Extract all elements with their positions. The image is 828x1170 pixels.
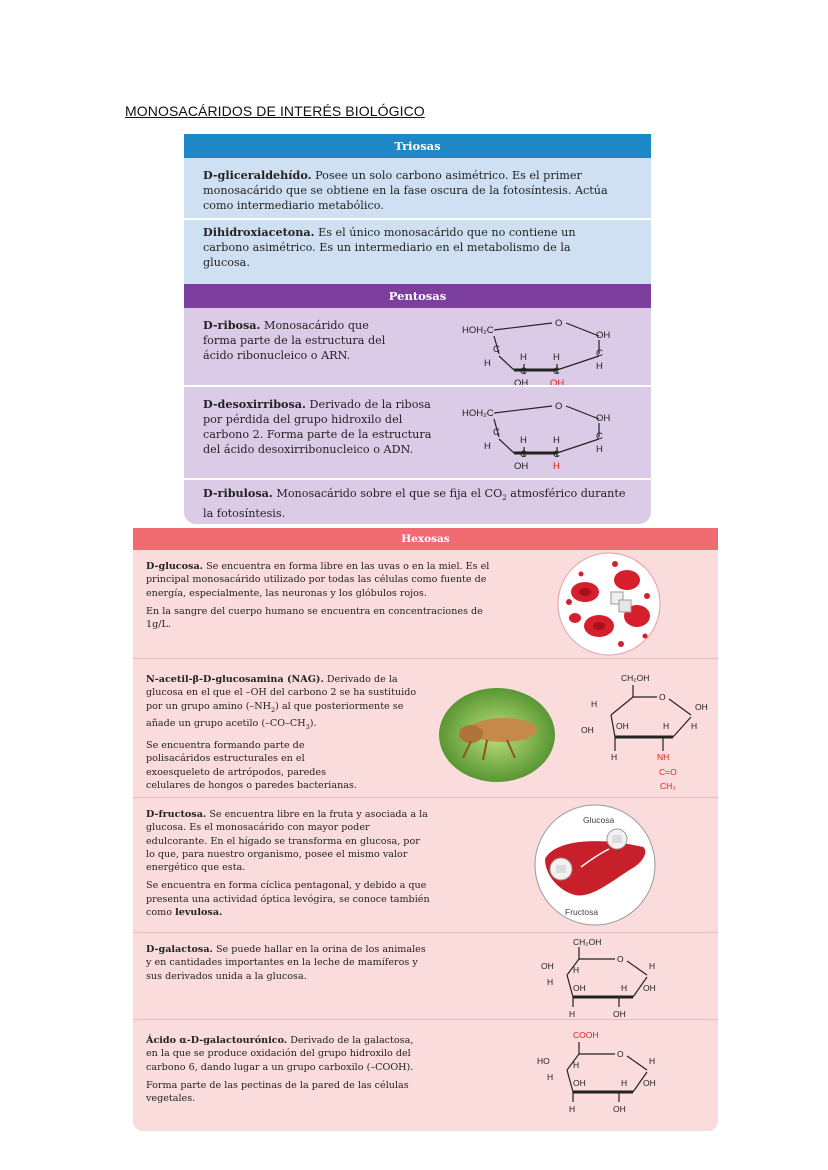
nag-sub1: 2 [271,705,276,714]
ribosa-hoh2c: HOH₂C [462,325,494,336]
nag-structure [573,667,713,792]
galacturonico-desc: Derivado de la galactosa, en la que se produce oxidación del grupo hidroxilo del carbono 6, dando lugar a un grupo carboxilo (–COOH). [146,1035,414,1073]
desoxi-h-right: H [596,444,603,455]
nag-co: C=O [659,767,677,777]
galacturonico-oh-c2: OH [613,1104,626,1114]
ribulosa-name: D-ribulosa. [203,486,273,500]
nag-nh: NH [657,752,670,762]
ribosa-h3: H [553,352,560,363]
ribulosa-desc-b: atmosférico durante la fotosíntesis. [203,487,626,521]
galactosa-name: D-galactosa. [146,944,213,955]
galacturonico-h-c2: H [621,1078,628,1088]
nag-desc-c: ). [309,717,317,729]
galactosa-oh-c1: OH [643,983,656,993]
galacturonico-cooh: COOH [573,1030,599,1040]
hexosas-header: Hexosas [133,528,718,550]
nag-oh-c3: OH [616,721,629,731]
gliceraldehido-desc: Posee un solo carbono asimétrico. Es el primer monosacárido que se obtiene en la fase oscura de la fotosíntesis. Actúa como intermediario metabólico. [203,169,608,212]
galacturonico-section [133,1019,718,1130]
fructosa-text [146,808,431,919]
nag-o: O [659,692,666,702]
ribulosa-sub: 2 [502,494,507,503]
desoxi-c2: C [520,449,527,460]
galactosa-h-c3: H [569,1009,576,1019]
triosas-header: Triosas [184,134,651,158]
ribosa-desc: Monosacárido que forma parte de la estructura del ácido ribonucleico o ARN. [203,319,386,362]
galacturonico-h-c4: H [573,1060,580,1070]
dihidroxiacetona-name: Dihidroxiacetona. [203,225,315,239]
nag-h-c4: H [591,699,598,709]
galactosa-h-c2: H [621,983,628,993]
desoxirribosa-text [203,397,438,457]
glucosa-desc: Se encuentra en forma libre en las uvas o en la miel. Es el principal monosacárido utilizado por todas las células como fuente de energía, especialmente, las neuronas y los glóbulos rojos. [146,561,490,599]
ribosa-name: D-ribosa. [203,318,261,332]
galacturonico-ho: HO [537,1056,550,1066]
dihidroxiacetona-desc: Es el único monosacárido que no contiene un carbono asimétrico. Es un intermediario en el metabolismo de la glucosa. [203,226,576,269]
desoxi-h3: H [553,435,560,446]
galacturonico-para2: Forma parte de las pectinas de la pared de las células vegetales. [146,1079,409,1105]
ribosa-h-right: H [596,361,603,372]
ribulosa-desc-a: Monosacárido sobre el que se fija el CO [272,487,503,500]
page-title: MONOSACÁRIDOS DE INTERÉS BIOLÓGICO [125,103,425,119]
nag-section [133,658,718,797]
dihidroxiacetona-section [184,218,651,284]
ribosa-c3: C [553,366,560,377]
nag-desc-b: ) al que posteriormente se añade un grupo acetilo (–CO–CH [146,700,404,729]
glucosa-para2: En la sangre del cuerpo humano se encuentra en concentraciones de 1g/L. [146,605,483,631]
galactosa-ch2oh: CH₂OH [573,937,602,947]
desoxi-oh-c3: OH [514,461,529,472]
nag-desc-a: Derivado de la glucosa en el que el –OH del carbono 2 se ha sustituido por un grupo amino (–NH [146,674,417,712]
nag-h-c3: H [611,752,618,762]
nag-sub2: 3 [305,722,310,731]
triosas-panel [184,134,651,284]
gliceraldehido-name: D-gliceraldehído. [203,168,312,182]
ribosa-o: O [555,318,563,329]
liver-illustration [531,803,659,927]
glucosa-text [146,560,491,631]
galacturonico-h-c3: H [569,1104,576,1114]
ribosa-c-right: C [596,348,603,359]
desoxirribosa-desc: Derivado de la ribosa por pérdida del grupo hidroxilo del carbono 2. Forma parte de la estructura del ácido desoxirribonucleico o ADN. [203,398,432,456]
nag-h-c2: H [663,721,670,731]
desoxi-h-c2: H [553,461,560,472]
galactosa-h-c1: H [649,961,656,971]
liver-label-glucosa: Glucosa [583,815,615,825]
fructosa-section [133,797,718,932]
nag-text [146,673,422,792]
gliceraldehido-section [184,158,651,218]
desoxirribosa-section [184,385,651,478]
galactosa-oh-c3: OH [573,983,586,993]
ribosa-section [184,308,651,389]
ribosa-text [203,318,403,363]
galacturonico-o: O [617,1049,624,1059]
nag-para2: Se encuentra formando parte de polisacáridos estructurales en el exoesqueleto de artrópodos, paredes celulares de hongos o paredes bacterianas. [146,740,357,791]
fructosa-desc: Se encuentra libre en la fruta y asociada a la glucosa. Es el monosacárido con mayor poder edulcorante. En el hígado se transforma en glucosa, por lo que, para nuestro organismo, posee el mismo valor energético que esta. [146,809,428,874]
galacturonico-structure [533,1028,663,1118]
ribosa-structure [454,314,624,389]
ribosa-h2: H [520,352,527,363]
blood-cells-illustration [555,552,663,656]
fructosa-para2-a: Se encuentra en forma cíclica pentagonal, y debido a que presenta una actividad óptica levógira, se conoce también como [146,880,430,919]
ribosa-oh-right: OH [596,330,611,341]
galacturonico-text [146,1034,421,1105]
hexosas-panel [133,528,718,1131]
galactosa-text [146,943,431,983]
fructosa-levulosa: levulosa. [175,907,223,919]
galactosa-oh-c4: OH [541,961,554,971]
nag-oh-c4: OH [581,725,594,735]
desoxi-oh-right: OH [596,413,611,424]
ribulosa-text [203,486,633,521]
nag-h-c1: H [691,721,698,731]
desoxi-c1: C [493,427,500,438]
fructosa-name: D-fructosa. [146,809,207,820]
liver-label-fructosa: Fructosa [565,907,599,917]
dihidroxiacetona-text [203,225,603,270]
galactosa-section [133,932,718,1019]
galacturonico-h-c5: H [547,1072,554,1082]
galactosa-h-c5: H [547,977,554,987]
nag-ch2oh: CH₂OH [621,673,650,683]
desoxi-h-left: H [484,441,491,452]
ribosa-oh-c3: OH [514,378,529,389]
glucosa-name: D-glucosa. [146,561,204,572]
galacturonico-oh-c3: OH [573,1078,586,1088]
galactosa-h-c4: H [573,965,580,975]
gliceraldehido-text [203,168,623,213]
nag-ch3: CH₃ [660,781,676,791]
desoxirribosa-structure [454,397,624,472]
arthropod-photo [437,686,557,784]
galactosa-desc: Se puede hallar en la orina de los animales y en cantidades importantes en la leche de mamíferos y sus derivados unida a la glucosa. [146,944,426,982]
galacturonico-name: Ácido α-D-galactourónico. [146,1035,288,1046]
ribosa-h-left: H [484,358,491,369]
nag-oh-c1: OH [695,702,708,712]
nag-name: N-acetil-β-D-glucosamina (NAG). [146,674,324,685]
galacturonico-h-c1: H [649,1056,656,1066]
desoxi-o: O [555,401,563,412]
pentosas-header: Pentosas [184,284,651,308]
ribosa-c2: C [520,366,527,377]
desoxi-hoh2c: HOH₂C [462,408,494,419]
galacturonico-oh-c1: OH [643,1078,656,1088]
ribosa-c1: C [493,344,500,355]
ribulosa-section [184,478,651,524]
desoxi-c-right: C [596,431,603,442]
galactosa-o: O [617,954,624,964]
ribosa-oh-c2: OH [550,378,565,389]
fructosa-para2 [146,879,431,919]
desoxi-h2: H [520,435,527,446]
pentosas-panel [184,284,651,524]
galactosa-structure [533,935,663,1019]
glucosa-section [133,550,718,658]
galactosa-oh-c2: OH [613,1009,626,1019]
desoxi-c3: C [553,449,560,460]
desoxirribosa-name: D-desoxirribosa. [203,397,306,411]
